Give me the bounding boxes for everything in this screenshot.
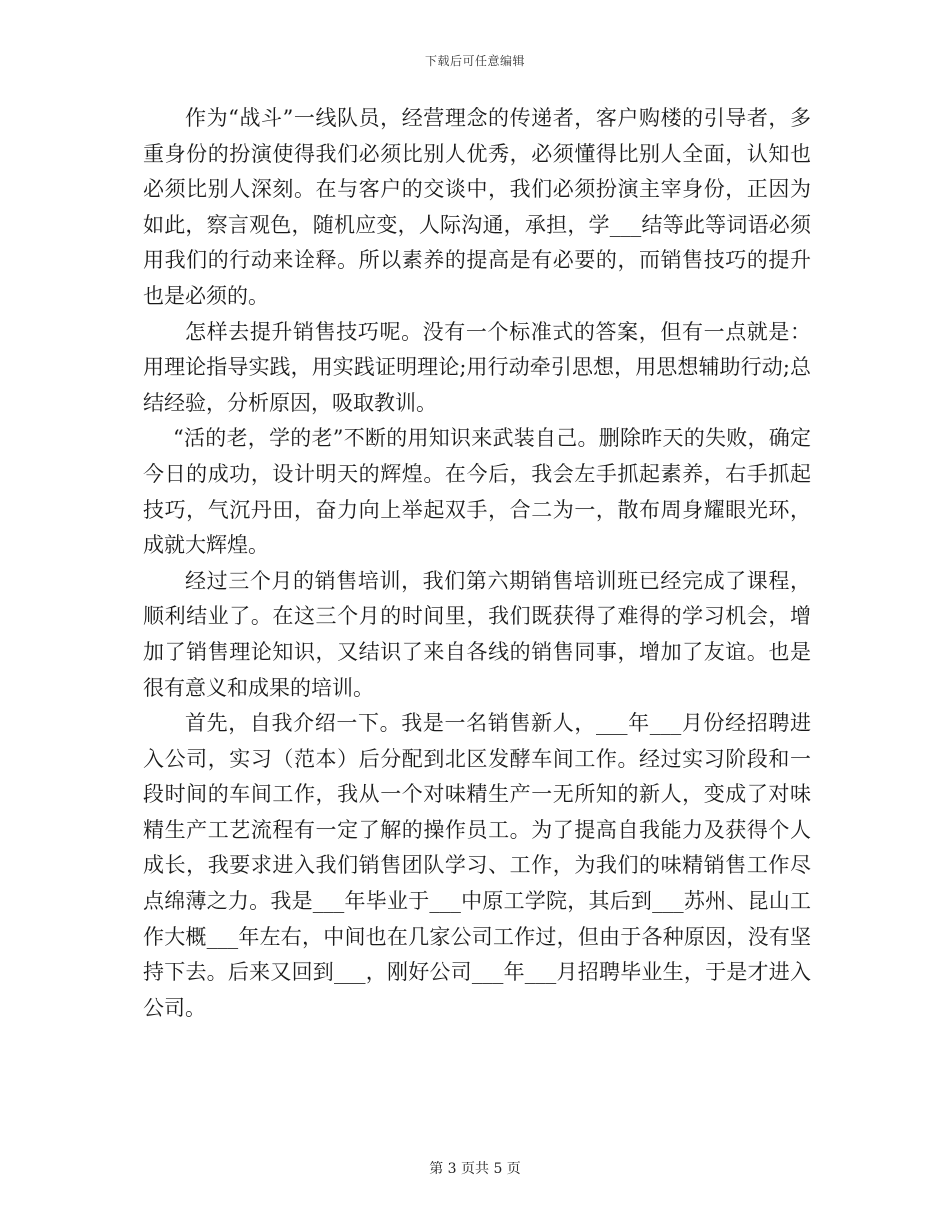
paragraph-1: 作为“战斗”一线队员，经营理念的传递者，客户购楼的引导者，多重身份的扮演使得我们必须比别人优秀，必须懂得比别人全面，认知也必须比别人深刻。在与客户的交谈中，我们必须扮演主宰身份，正因为如此，察言观色，随机应变，人际沟通，承担，学___结等此等词语必须用我们的行动来诠释。所以素养的提高是有必要的，而销售技巧的提升也是必须的。 bbox=[143, 106, 811, 308]
page-footer: 第 3 页共 5 页 bbox=[429, 1161, 521, 1177]
document-body bbox=[143, 101, 811, 1026]
paragraph-3: “活的老，学的老”不断的用知识来武装自己。删除昨天的失败，确定今日的成功，设计明天的辉煌。在今后，我会左手抓起素养，右手抓起技巧，气沉丹田，奋力向上举起双手，合二为一，散布周身耀眼光环，成就大辉煌。 bbox=[143, 426, 811, 558]
paragraph-5: 首先，自我介绍一下。我是一名销售新人，___年___月份经招聘进入公司，实习（范本）后分配到北区发酵车间工作。经过实习阶段和一段时间的车间工作，我从一个对味精生产一无所知的新人，变成了对味精生产工艺流程有一定了解的操作员工。为了提高自我能力及获得个人成长，我要求进入我们销售团队学习、工作，为我们的味精销售工作尽点绵薄之力。我是___年毕业于___中原工学院，其后到___苏州、昆山工作大概___年左右，中间也在几家公司工作过，但由于各种原因，没有坚持下去。后来又回到___，刚好公司___年___月招聘毕业生，于是才进入公司。 bbox=[143, 711, 811, 1020]
paragraph-4: 经过三个月的销售培训，我们第六期销售培训班已经完成了课程，顺利结业了。在这三个月的时间里，我们既获得了难得的学习机会，增加了销售理论知识，又结识了来自各线的销售同事，增加了友谊。也是很有意义和成果的培训。 bbox=[143, 568, 811, 700]
paragraph-2: 怎样去提升销售技巧呢。没有一个标准式的答案，但有一点就是：用理论指导实践，用实践证明理论;用行动牵引思想，用思想辅助行动;总结经验，分析原因，吸取教训。 bbox=[143, 319, 811, 415]
page-header: 下载后可任意编辑 bbox=[424, 54, 525, 68]
